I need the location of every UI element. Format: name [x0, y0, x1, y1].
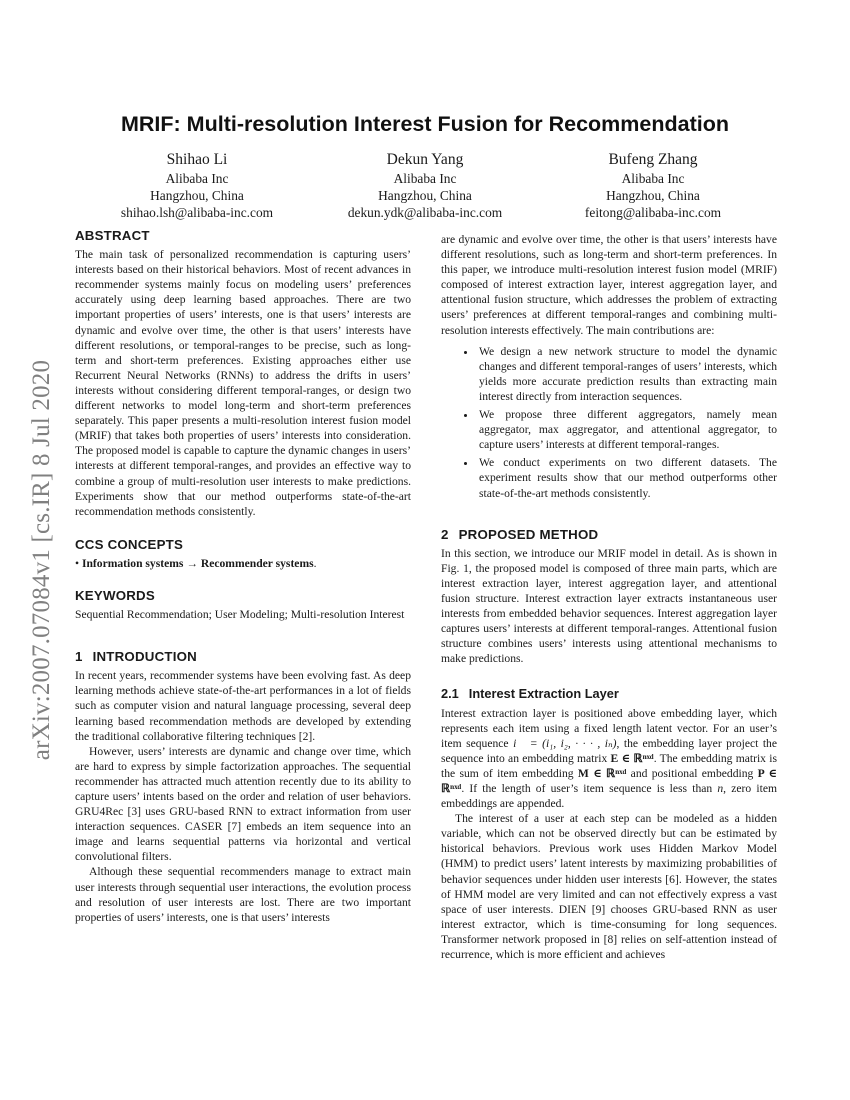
- author-location: Hangzhou, China: [606, 188, 700, 203]
- math-n: n: [717, 782, 724, 795]
- intro-continued-text: are dynamic and evolve over time, the other is that users’ interests have different resolutions, such as long-term and short-term preferences. In this paper, we introduce multi-resolution interest fusion model (MRIF) composed of interest extraction layer, interest aggregation layer, and attentional fusion structure, which addresses the problem of extracting users’ preferences at different temporal-ranges and combining multi-resolution interests effectively. The main contributions are:: [441, 233, 777, 337]
- author-block-3: [533, 150, 773, 221]
- left-column: [75, 228, 411, 925]
- math-item-embedding: M ∈ ℝⁿˣᵈ: [577, 766, 627, 780]
- author-affiliation: Alibaba Inc: [165, 171, 229, 186]
- author-name: Bufeng Zhang: [608, 151, 698, 168]
- section-title: PROPOSED METHOD: [458, 526, 599, 542]
- abstract-text: The main task of personalized recommendation is capturing users’ interests based on their historical behaviors. Most of recent advances in recommender systems mainly focus on modeling users’ preferences accurately using deep learning based approaches. There are two important properties of users’ interests, one is that users’ interests are dynamic and evolve over time, the other is that users’ interests have different resolutions, or temporal-ranges to be precise, such as long-term and short-term preferences. Existing approaches either use Recurrent Neural Networks (RNNs) to address the drifts in users’ interests without considering different temporal-ranges, or design two different networks to model long-term and short-term preferences separately. This paper presents a multi-resolution interest fusion model (MRIF) that takes both properties of users’ interests into consideration. The proposed model is capable to capture the dynamic changes in users’ interests at different temporal-ranges, and provides an effective way to combine a group of multi-resolution user interests to make predictions. Experiments show that our method outperforms state-of-the-art recommendation methods consistently.: [75, 248, 411, 518]
- intro-paragraph-3: Although these sequential recommenders manage to extract main user interests through sequential user interactions, the evolution process and resolution of user interests are lost. There are two important properties of users’ interests, one is that users’ interests: [75, 865, 411, 924]
- ccs-heading: CCS CONCEPTS: [75, 536, 184, 552]
- ccs-right: Recommender systems: [200, 556, 314, 570]
- subsection-number: 2.1: [441, 686, 459, 702]
- text-run: . The embedding matrix is the sum of item embedding: [441, 751, 777, 780]
- abstract-heading: ABSTRACT: [75, 228, 150, 243]
- text-run: , zero item embeddings are appended.: [441, 782, 777, 811]
- right-column: [441, 232, 777, 962]
- introduction-heading: [75, 649, 411, 664]
- author-email: feitong@alibaba-inc.com: [584, 205, 722, 220]
- text-run: . If the length of user’s item sequence is less than: [461, 782, 718, 795]
- author-name: Dekun Yang: [386, 151, 464, 168]
- contribution-item: • We design a new network structure to model the dynamic changes and different temporal-ranges of users’ interests, which yields more accurate prediction results than extracting main interest directly from interaction sequences.: [477, 344, 777, 404]
- contribution-item: • We conduct experiments on two different datasets. The experiment results show that our method outperforms other state-of-the-art methods consistently.: [477, 455, 777, 500]
- author-email: dekun.ydk@alibaba-inc.com: [347, 205, 503, 220]
- ccs-concepts: [75, 556, 411, 571]
- intro-paragraph-2: However, users’ interests are dynamic and change over time, which are hard to express by simple factorization approaches. The sequential recommender has attracted much attention recently due to its ability to capture users’ intents based on the order and relation of user behaviors. GRU4Rec [3] uses GRU-based RNN to extract information from user interaction sequences. CASER [7] embeds an item sequence into an image and learns sequential patterns via horizontal and vertical convolutional filters.: [75, 744, 411, 864]
- section-number: 2: [441, 526, 449, 542]
- proposed-method-heading: [441, 527, 777, 542]
- contributions-list: [441, 344, 777, 501]
- text-run: and positional embedding: [626, 766, 758, 780]
- author-affiliation: Alibaba Inc: [621, 171, 685, 186]
- arxiv-sidebar-identifier: [18, 320, 66, 800]
- section-number: 1: [75, 649, 83, 665]
- text-run: Interest extraction layer is positioned above embedding layer, which represents each item using a fixed length latent vector. For an user’s item sequence: [441, 706, 777, 750]
- ccs-arrow: →: [186, 556, 198, 570]
- author-email: shihao.lsh@alibaba-inc.com: [120, 205, 274, 220]
- ccs-left: Information systems: [81, 556, 184, 570]
- keywords-text: Sequential Recommendation; User Modeling; Multi-resolution Interest: [75, 608, 405, 622]
- math-item-sequence: i⃗ = (i₁, i₂, · · · , iₙ): [513, 736, 617, 750]
- author-affiliation: Alibaba Inc: [393, 171, 457, 186]
- subsection-title: Interest Extraction Layer: [468, 686, 619, 702]
- arxiv-id-text: arXiv:2007.07084v1 [cs.IR] 8 Jul 2020: [28, 359, 55, 761]
- math-positional-embedding: P ∈ ℝⁿˣᵈ: [441, 766, 777, 795]
- author-name: Shihao Li: [166, 151, 228, 168]
- interest-extraction-paragraph-2: The interest of a user at each step can be modeled as a hidden variable, which can not be observed directly but can be estimated by historical behaviors. Previous work uses Hidden Markov Model (HMM) to predict users’ latent interests by maximizing probabilities of behavior sequences under hidden user interests [6]. However, the states of HMM model are very limited and can not effectively express a vast space of user interests. DIEN [9] chooses GRU-based RNN as user interest extractor, which is time-consuming for long sequences. Transformer network proposed in [8] relies on self-attention instead of recurrence, which is more efficient and achieves: [441, 812, 777, 962]
- interest-extraction-paragraph-1: [441, 706, 777, 812]
- text-run: , the embedding layer project the sequence into an embedding matrix: [441, 736, 777, 765]
- section-title: INTRODUCTION: [92, 649, 197, 665]
- intro-paragraph-1: In recent years, recommender systems have been evolving fast. As deep learning methods achieve state-of-the-art performances in a lot of fields such as computer vision and natural language processing, several deep learning based recommendation methods are developed by extending the traditional collaborative filtering techniques [2].: [75, 669, 411, 743]
- contribution-item: • We propose three different aggregators, namely mean aggregator, max aggregator, and attentional aggregator, to capture users’ interests at different temporal-ranges.: [477, 407, 777, 452]
- author-location: Hangzhou, China: [150, 188, 244, 203]
- keywords-heading: KEYWORDS: [75, 587, 155, 603]
- paper-title: MRIF: Multi-resolution Interest Fusion for Recommendation: [121, 112, 729, 136]
- author-block-1: [77, 150, 317, 221]
- author-location: Hangzhou, China: [378, 188, 472, 203]
- proposed-method-text: In this section, we introduce our MRIF model in detail. As is shown in Fig. 1, the proposed model is composed of three main parts, which are interest extraction layer, interest aggregation layer, and attentional fusion structure. Interest extraction layer extracts instantaneous user interests from embedded behavior sequences. Interest aggregation layer captures users’ interests at different temporal-ranges. Attentional fusion structure combines users’ interests using attentional mechanisms to make predictions.: [441, 546, 777, 666]
- ccs-bullet: •: [75, 556, 80, 570]
- math-embedding-matrix: E ∈ ℝⁿˣᵈ: [610, 751, 654, 765]
- interest-extraction-heading: [441, 686, 777, 701]
- ccs-period: .: [313, 556, 317, 570]
- author-block-2: [305, 150, 545, 221]
